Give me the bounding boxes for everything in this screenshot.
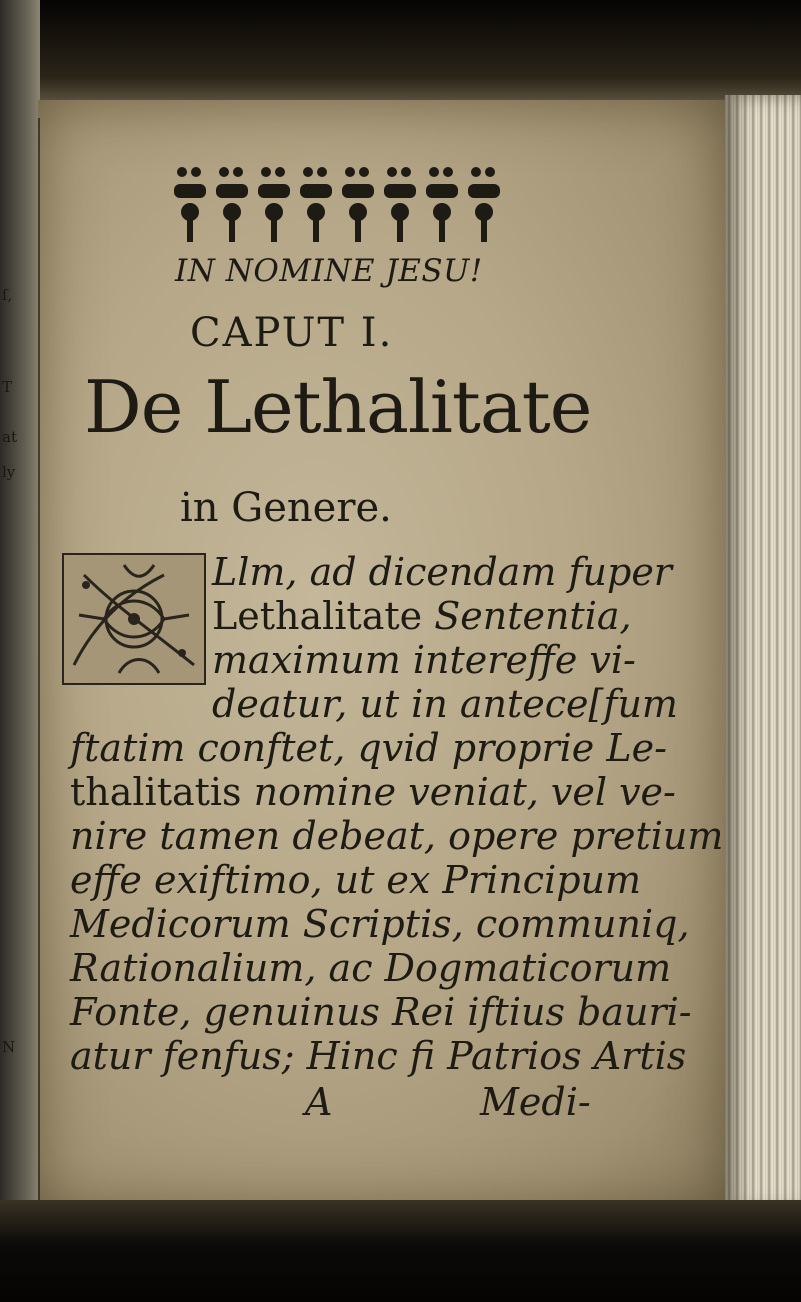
catchword: Medi- — [480, 1080, 591, 1124]
text-line: Medicorum Scriptis, communiq, — [70, 902, 690, 946]
signature-mark: A — [305, 1080, 333, 1124]
invocation: IN NOMINE JESU! — [175, 253, 483, 289]
margin-fragment: ly — [2, 463, 16, 481]
text-line: maximum intereffe vi- — [212, 638, 636, 682]
text-line: Llm, ad dicendam fuper — [212, 550, 672, 594]
page-stack-edge — [725, 95, 801, 1210]
headpiece-ornament-icon — [160, 158, 510, 246]
margin-fragment: ſ, — [2, 286, 13, 304]
scan-background-left — [0, 0, 40, 1302]
text-line: deatur, ut in antece[fum — [212, 682, 678, 726]
page-title: De Lethalitate — [84, 365, 592, 449]
text-line: Fonte, genuinus Rei iftius bauri- — [70, 990, 692, 1034]
scan-background-top — [0, 0, 801, 110]
text-line: thalitatis nomine veniat, vel ve- — [70, 770, 676, 814]
text-line: Lethalitate Sententia, — [212, 594, 632, 638]
text-line: atur fenfus; Hinc fi Patrios Artis — [70, 1034, 687, 1078]
text-line: nire tamen debeat, opere pretium — [70, 814, 724, 858]
page-border-rule — [38, 118, 40, 1218]
text-line: ftatim conftet, qvid proprie Le- — [70, 726, 667, 770]
chapter-title: CAPUT I. — [190, 310, 394, 356]
text-line: effe exiftimo, ut ex Principum — [70, 858, 642, 902]
margin-fragment: at — [2, 428, 17, 446]
margin-fragment: N — [2, 1038, 16, 1056]
text-line: Rationalium, ac Dogmaticorum — [70, 946, 672, 990]
margin-fragment: T — [2, 378, 13, 396]
scan-background-bottom — [0, 1200, 801, 1302]
page-subtitle: in Genere. — [180, 485, 392, 531]
decorated-initial-icon — [62, 553, 206, 685]
